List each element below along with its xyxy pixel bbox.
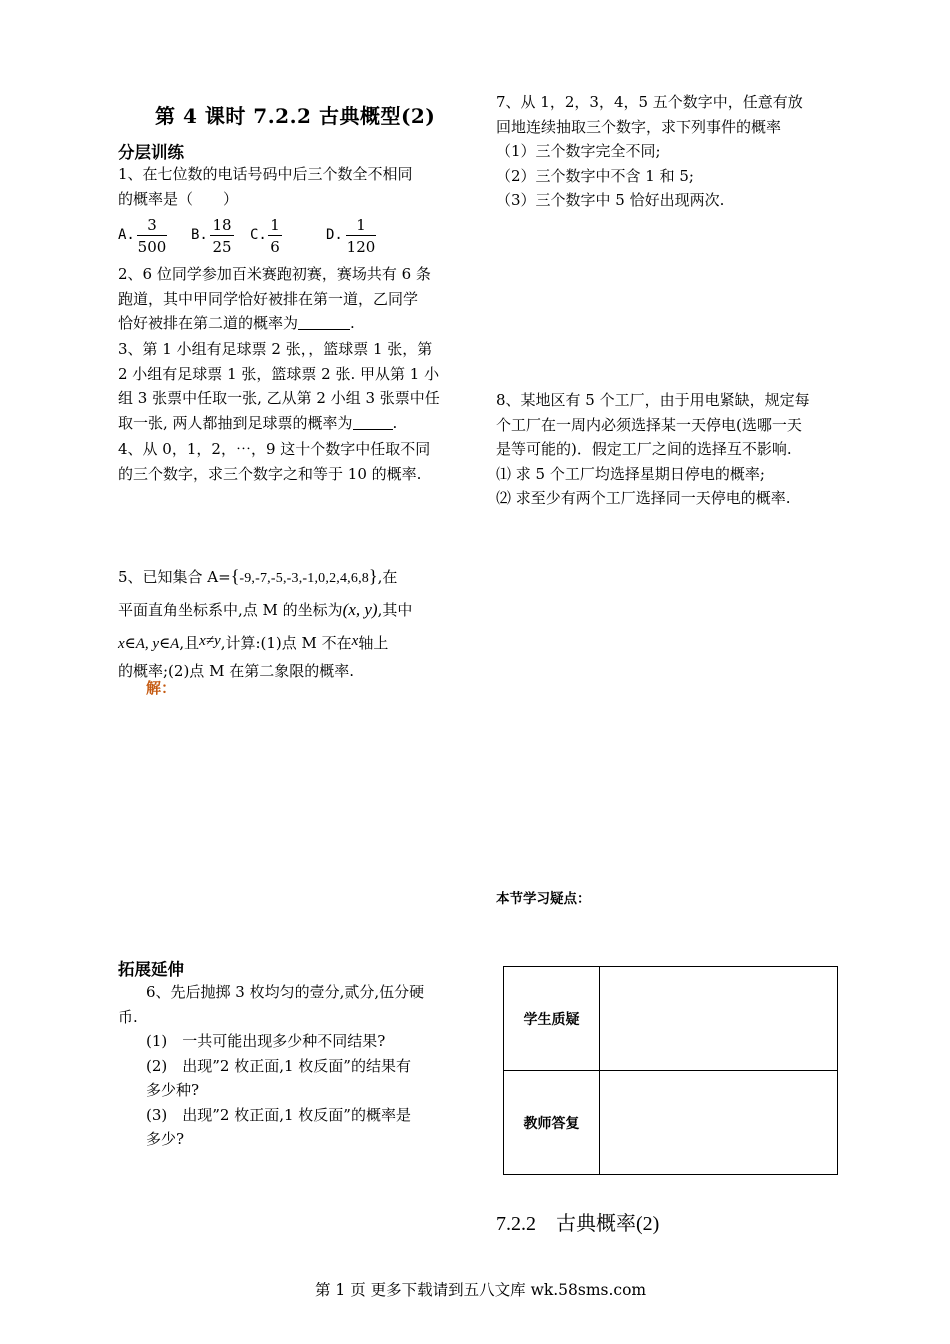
- choice-b-numerator: 18: [212, 216, 232, 234]
- question-2-line-3-period: .: [350, 314, 355, 332]
- answer-blank[interactable]: [353, 414, 393, 430]
- choice-d-label: D.: [326, 227, 343, 243]
- question-8-line-1: 8、某地区有 5 个工厂，由于用电紧缺，规定每: [496, 391, 810, 409]
- question-8: [496, 388, 810, 511]
- question-6-item-2-cont: 多少种?: [146, 1081, 200, 1099]
- choice-d-fraction: [346, 216, 376, 258]
- page-footer: 第 1 页 更多下载请到五八文库 wk.58sms.com: [315, 1281, 647, 1299]
- qa-table: [503, 966, 838, 1175]
- question-3-line-4: [118, 411, 440, 436]
- question-2-line-1: 2、6 位同学参加百米赛跑初赛，赛场共有 6 条: [118, 265, 431, 283]
- question-3: [118, 337, 440, 435]
- choice-d-denominator: 120: [346, 238, 376, 256]
- question-5-line-2-tail: ,其中: [377, 601, 413, 619]
- set-a-elements: -9,-7,-5,-3,-1,0,2,4,6,8: [239, 571, 369, 586]
- question-4: [118, 437, 430, 486]
- choice-c-denominator: 6: [270, 238, 280, 256]
- question-1-line-2: 的概率是（ ）: [118, 189, 239, 208]
- question-3-line-1: 3、第 1 小组有足球票 2 张，，篮球票 1 张，第: [118, 340, 433, 358]
- question-7-line-1: 7、从 1，2，3，4，5 五个数字中，任意有放: [496, 93, 803, 111]
- question-5-suffix: ,在: [377, 568, 398, 586]
- point-m-coordinates: (x, y): [342, 600, 378, 619]
- choice-c-label: C.: [250, 227, 267, 243]
- qa-content-teacher[interactable]: [600, 1071, 838, 1175]
- doubts-label: 本节学习疑点：: [496, 891, 591, 907]
- section-heading-extension: 拓展延伸: [118, 960, 184, 979]
- question-7: [496, 90, 803, 213]
- question-8-item-2: ⑵ 求至少有两个工厂选择同一天停电的概率.: [496, 489, 791, 507]
- question-5-line-3-and: ,且: [179, 634, 200, 652]
- choice-a-numerator: 3: [147, 216, 157, 234]
- choice-b-fraction: [210, 216, 234, 258]
- qa-content-student[interactable]: [600, 967, 838, 1071]
- question-2-line-3-text: 恰好被排在第二道的概率为: [118, 314, 299, 332]
- question-4-line-1: 4、从 0，1，2，⋯，9 这十个数字中任取不同: [118, 440, 431, 458]
- inequality-condition: x≠y: [199, 633, 221, 649]
- question-6-item-2: (2) 出现”2 枚正面,1 枚反面”的结果有: [146, 1056, 411, 1075]
- question-6: [118, 980, 468, 1152]
- question-6-item-1: (1) 一共可能出现多少种不同结果?: [146, 1032, 386, 1050]
- question-8-line-3: 是等可能的)．假定工厂之间的选择互不影响.: [496, 440, 792, 458]
- question-5-line-3-tail: 轴上: [358, 634, 389, 652]
- x-axis-variable: x: [351, 633, 359, 649]
- question-2-line-2: 跑道，其中甲同学恰好被排在第一道，乙同学: [118, 289, 419, 308]
- question-3-line-4-text: 取一张, 两人都抽到足球票的概率为: [118, 413, 353, 432]
- question-5: [118, 561, 463, 682]
- question-6-item-3-cont: 多少?: [146, 1130, 185, 1148]
- question-7-item-3: （3）三个数字中 5 恰好出现两次.: [496, 191, 725, 209]
- question-5-line-1: 5、已知集合 A={-9,-7,-5,-3,-1,0,2,4,6,8},在: [118, 566, 398, 586]
- choice-b-denominator: 25: [212, 238, 232, 256]
- choice-c-fraction: [268, 216, 282, 258]
- question-4-line-2: 的三个数字，求三个数字之和等于 10 的概率.: [118, 464, 422, 483]
- bottom-title: 7.2.2 古典概率(2): [496, 1213, 660, 1235]
- section-heading-layered-training: 分层训练: [118, 143, 184, 162]
- question-1: [118, 162, 413, 211]
- question-6-line-1: 6、先后抛掷 3 枚均匀的壹分,贰分,伍分硬: [146, 983, 425, 1001]
- choice-a-denominator: 500: [137, 238, 167, 256]
- question-5-line-3-text: ,计算:(1)点 M 不在: [220, 634, 352, 652]
- choice-a-label: A.: [118, 227, 135, 243]
- qa-row-student: [504, 967, 838, 1071]
- question-1-line-1: 1、在七位数的电话号码中后三个数全不相同: [118, 165, 413, 183]
- question-7-item-2: （2）三个数字中不含 1 和 5;: [496, 166, 694, 185]
- question-5-prefix: 5、已知集合 A=: [118, 568, 231, 586]
- choice-c-numerator: 1: [270, 216, 280, 234]
- question-2: [118, 262, 431, 336]
- question-3-line-3: 组 3 张票中任取一张, 乙从第 2 小组 3 张票中任: [118, 389, 440, 407]
- choice-d-numerator: 1: [356, 216, 366, 234]
- question-7-item-1: （1）三个数字完全不同;: [496, 142, 661, 160]
- question-2-line-3: [118, 311, 431, 336]
- question-5-line-2: [118, 594, 463, 626]
- question-7-line-2: 回地连续抽取三个数字，求下列事件的概率: [496, 117, 782, 136]
- question-3-line-2: 2 小组有足球票 1 张，篮球票 2 张. 甲从第 1 小: [118, 364, 440, 383]
- question-8-item-1: ⑴ 求 5 个工厂均选择星期日停电的概率;: [496, 464, 765, 483]
- question-6-item-3: (3) 出现”2 枚正面,1 枚反面”的概率是: [146, 1105, 411, 1124]
- qa-label-teacher: 教师答复: [504, 1071, 600, 1175]
- answer-blank[interactable]: [298, 314, 350, 330]
- qa-row-teacher: [504, 1071, 838, 1175]
- question-8-line-2: 个工厂在一周内必须选择某一天停电(选哪一天: [496, 415, 802, 434]
- page-title: 第 4 课时 7.2.2 古典概型(2): [155, 104, 436, 128]
- choice-a-fraction: [137, 216, 167, 258]
- question-5-line-2-text: 平面直角坐标系中,点 M 的坐标为: [118, 601, 343, 619]
- qa-label-student: 学生质疑: [504, 967, 600, 1071]
- question-6-line-2: 币.: [118, 1007, 138, 1026]
- question-3-line-4-period: .: [392, 413, 398, 432]
- question-5-line-3: [118, 626, 463, 660]
- membership-condition: x∈A, y∈A: [118, 636, 180, 652]
- choice-b-label: B.: [191, 227, 208, 243]
- question-5-line-4: 的概率;(2)点 M 在第二象限的概率.: [118, 662, 354, 680]
- answer-label: 解：: [146, 679, 177, 697]
